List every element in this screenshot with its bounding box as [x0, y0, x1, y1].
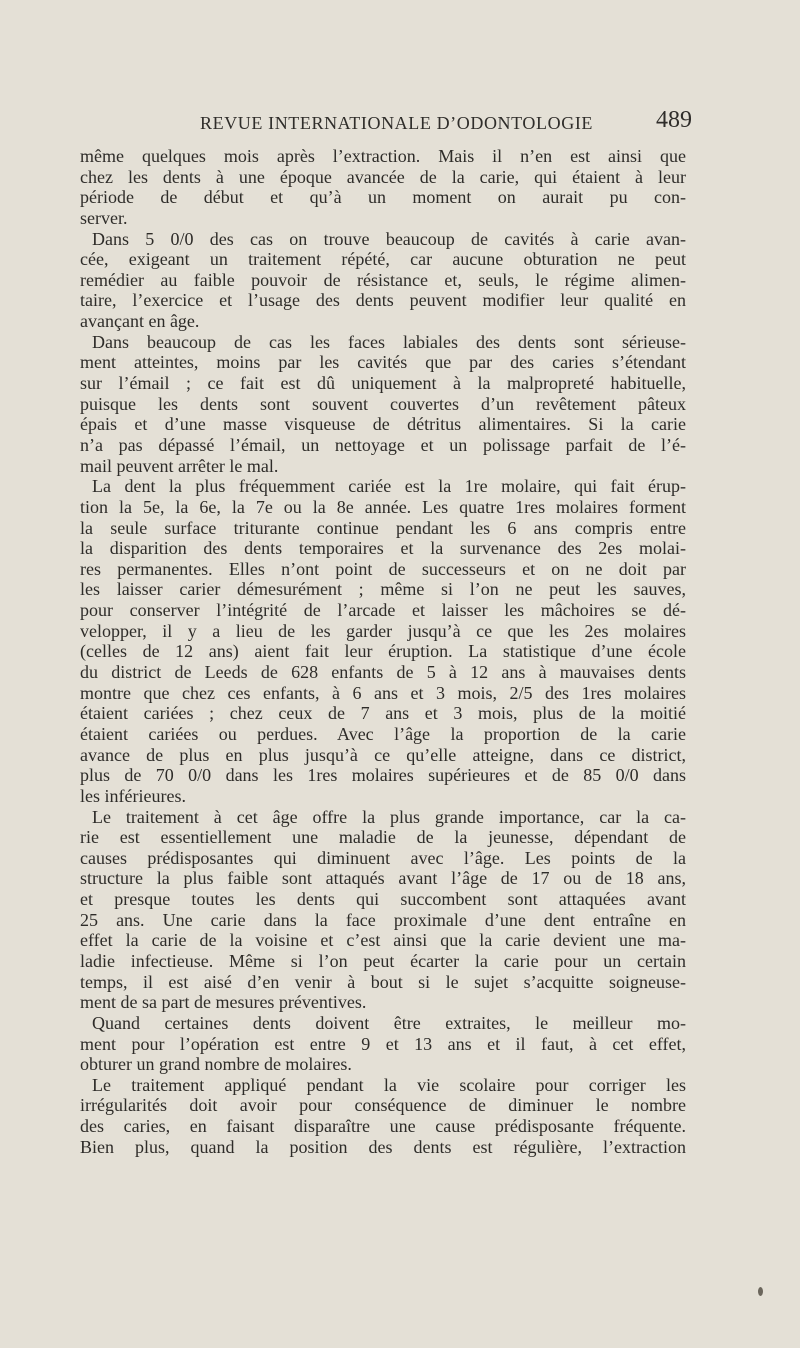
text-line: montre que chez ces enfants, à 6 ans et 3 mois, 2/5 des 1res molaires — [80, 682, 686, 703]
text-line: remédier au faible pouvoir de résistance et, seuls, le régime alimen- — [80, 269, 686, 290]
running-title: REVUE INTERNATIONALE D’ODONTOLOGIE — [200, 113, 594, 133]
text-line: la seule surface triturante continue pendant les 6 ans compris entre — [80, 517, 686, 538]
text-line: puisque les dents sont souvent couvertes d’un revêtement pâteux — [80, 393, 686, 414]
text-line: Dans beaucoup de cas les faces labiales des dents sont sérieuse- — [92, 331, 686, 352]
page-number: 489 — [656, 107, 692, 133]
text-line: des caries, en faisant disparaître une cause prédisposante fréquente. — [80, 1116, 686, 1137]
text-line: ladie infectieuse. Même si l’on peut écarter la carie pour un certain — [80, 950, 686, 971]
text-line: sur l’émail ; ce fait est dû uniquement à la malpropreté habituelle, — [80, 373, 686, 394]
text-line: Bien plus, quand la position des dents est régulière, l’extraction — [80, 1136, 686, 1157]
text-line: n’a pas dépassé l’émail, un nettoyage et un polissage parfait de l’é- — [80, 434, 686, 455]
text-line: rie est essentiellement une maladie de la jeunesse, dépendant de — [80, 827, 686, 848]
text-line: pour conserver l’intégrité de l’arcade et laisser les mâchoires se dé- — [80, 600, 686, 621]
text-line: les laisser carier démesurément ; même si l’on ne peut les sauves, — [80, 579, 686, 600]
text-line: causes prédisposantes qui diminuent avec l’âge. Les points de la — [80, 847, 686, 868]
text-line: Le traitement à cet âge offre la plus grande importance, car la ca- — [92, 806, 686, 827]
text-line: et presque toutes les dents qui succombent sont attaquées avant — [80, 889, 686, 910]
text-line: étaient cariées ou perdues. Avec l’âge la proportion de la carie — [80, 723, 686, 744]
text-line: Dans 5 0/0 des cas on trouve beaucoup de cavités à carie avan- — [92, 228, 686, 249]
text-line: avance de plus en plus jusqu’à ce qu’elle atteigne, dans ce district, — [80, 744, 686, 765]
text-line: plus de 70 0/0 dans les 1res molaires supérieures et de 85 0/0 dans — [80, 765, 686, 786]
text-line: Quand certaines dents doivent être extraites, le meilleur mo- — [92, 1012, 686, 1033]
text-line: tion la 5e, la 6e, la 7e ou la 8e année. Les quatre 1res molaires forment — [80, 496, 686, 517]
text-line: res permanentes. Elles n’ont point de successeurs et on ne doit par — [80, 558, 686, 579]
text-line: temps, il est aisé d’en venir à bout si le sujet s’acquitte soigneuse- — [80, 971, 686, 992]
text-line: irrégularités doit avoir pour conséquence de diminuer le nombre — [80, 1095, 686, 1116]
text-line: étaient cariées ; chez ceux de 7 ans et 3 mois, plus de la moitié — [80, 703, 686, 724]
text-line: ment atteintes, moins par les cavités que par des caries s’étendant — [80, 352, 686, 373]
text-line: la disparition des dents temporaires et la survenance des 2es molai- — [80, 538, 686, 559]
text-line: La dent la plus fréquemment cariée est la 1re molaire, qui fait érup- — [92, 476, 686, 497]
text-line: 25 ans. Une carie dans la face proximale d’une dent entraîne en — [80, 909, 686, 930]
body-text — [80, 146, 686, 1157]
running-header — [80, 107, 700, 141]
text-line: du district de Leeds de 628 enfants de 5 à 12 ans à mauvaises dents — [80, 662, 686, 683]
text-line: ment pour l’opération est entre 9 et 13 ans et il faut, à cet effet, — [80, 1033, 686, 1054]
text-line: structure la plus faible sont attaqués avant l’âge de 17 ou de 18 ans, — [80, 868, 686, 889]
text-line: avançant en âge. — [80, 311, 200, 332]
text-line: même quelques mois après l’extraction. Mais il n’en est ainsi que — [80, 146, 686, 166]
text-line: (celles de 12 ans) aient fait leur éruption. La statistique d’une école — [80, 641, 686, 662]
text-line: effet la carie de la voisine et c’est ainsi que la carie devient une ma- — [80, 930, 686, 951]
text-line: les inférieures. — [80, 785, 186, 806]
ink-speck — [758, 1287, 763, 1296]
text-line: chez les dents à une époque avancée de la carie, qui étaient à leur — [80, 166, 686, 187]
text-line: ment de sa part de mesures préventives. — [80, 992, 367, 1013]
text-line: server. — [80, 207, 128, 228]
text-line: velopper, il y a lieu de les garder jusqu’à ce que les 2es molaires — [80, 620, 686, 641]
text-line: taire, l’exercice et l’usage des dents peuvent modifier leur qualité en — [80, 290, 686, 311]
text-line: mail peuvent arrêter le mal. — [80, 455, 279, 476]
text-line: épais et d’une masse visqueuse de détritus alimentaires. Si la carie — [80, 414, 686, 435]
text-line: période de début et qu’à un moment on aurait pu con- — [80, 187, 686, 208]
text-line: Le traitement appliqué pendant la vie scolaire pour corriger les — [92, 1074, 686, 1095]
text-line: cée, exigeant un traitement répété, car aucune obturation ne peut — [80, 249, 686, 270]
text-line: obturer un grand nombre de molaires. — [80, 1054, 352, 1075]
